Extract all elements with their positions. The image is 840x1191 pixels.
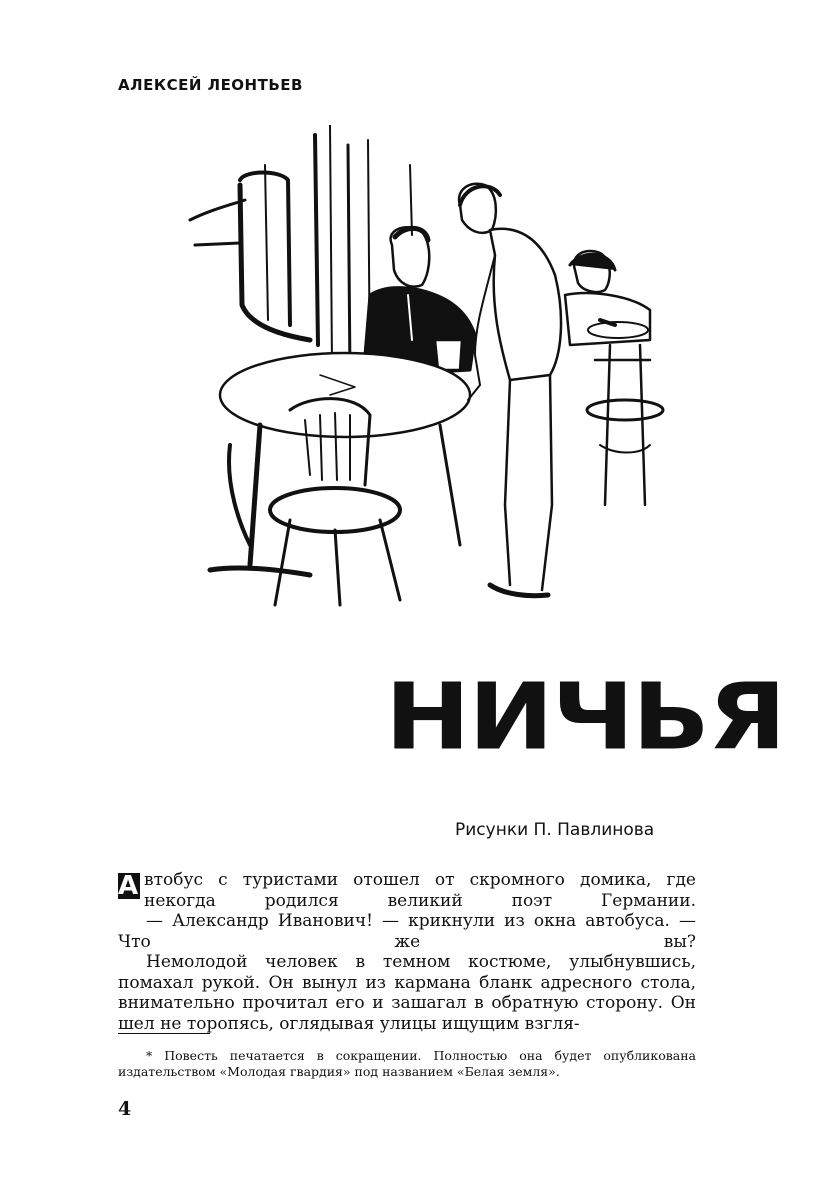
paragraph-2: — Александр Иванович! — крикнули из окна автобуса. — Что же вы? [118,911,696,952]
paragraph-1 [118,870,696,911]
drop-cap: А [118,871,139,901]
illustration-credit: Рисунки П. Павлинова [455,820,655,840]
author-name: АЛЕКСЕЙ ЛЕОНТЬЕВ [118,76,303,94]
footnote-text: * Повесть печатается в сокращении. Полностью она будет опубликована издательством «Молодая гвардия» под названием «Белая земля». [118,1048,696,1079]
paragraph-3: Немолодой человек в темном костюме, улыбнувшись, помахал рукой. Он вынул из кармана бланк адресного стола, внимательно прочитал его и зашагал в обратную сторону. Он шел не торопясь, оглядывая улицы ищущим взгля- [118,952,696,1034]
story-text [118,870,696,1034]
story-title: НИЧЬЯ [385,663,785,771]
paragraph-1-text: втобус с туристами отошел от скромного домика, где некогда родился великий поэт Германии. [144,870,696,911]
page-number: 4 [118,1098,132,1120]
footnote [118,1048,696,1080]
footnote-divider [118,1033,210,1034]
cafe-scene-illustration [170,125,670,615]
